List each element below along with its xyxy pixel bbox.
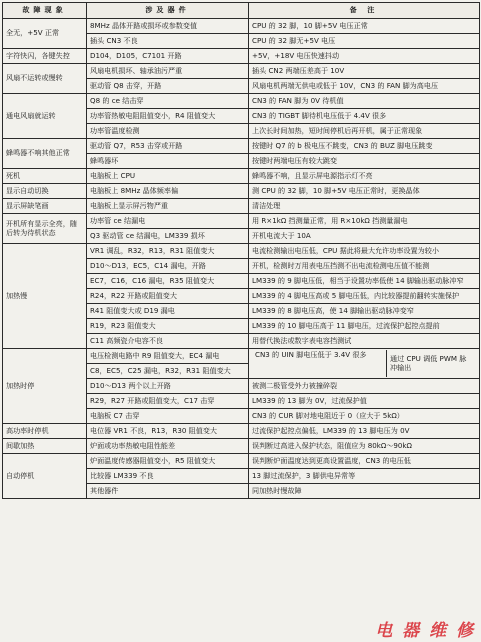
notes-cell: 同加热时慢故障 <box>249 484 480 499</box>
parts-cell: 电位器 VR1 不良，R13，R30 阻值变大 <box>87 424 249 439</box>
parts-cell: D104，D105，C7101 开路 <box>87 49 249 64</box>
parts-cell: D10～D13，EC5，C14 漏电，开路 <box>87 259 249 274</box>
parts-cell: C8，EC5，C25 漏电，R32，R31 阻值变大 <box>87 364 249 379</box>
header-notes: 备 注 <box>249 3 480 19</box>
notes-cell: LM339 的 13 脚为 0V，过流保护值 <box>249 394 480 409</box>
parts-cell: 8MHz 晶体开路或损坏或参数变值 <box>87 19 249 34</box>
symptom-cell: 高功率时停机 <box>3 424 87 439</box>
notes-cell: 13 脚过流保护，3 脚供电异常等 <box>249 469 480 484</box>
parts-cell: VR1 调乱，R32，R13，R31 阻值变大 <box>87 244 249 259</box>
notes-cell: 测 CPU 的 32 脚，10 脚+5V 电压正常时，更换晶体 <box>249 184 480 199</box>
table-row <box>3 169 480 184</box>
parts-cell: 其他器件 <box>87 484 249 499</box>
table-row <box>3 49 480 64</box>
parts-cell: 驱动管 Q8 击穿，开路 <box>87 79 249 94</box>
notes-cell: CN3 的 CUR 脚对地电阻近于 0（应大于 5kΩ） <box>249 409 480 424</box>
parts-cell: R29，R27 开路或阻值变大，C17 击穿 <box>87 394 249 409</box>
site-watermark: 电 器 维 修 <box>375 621 475 641</box>
notes-cell: 清洁处理 <box>249 199 480 214</box>
notes-cell: 被测二极管受外力被撞碎裂 <box>249 379 480 394</box>
split-note-right: 通过 CPU 调低 PWM 脉冲输出 <box>390 354 467 372</box>
table-row <box>3 184 480 199</box>
header-row <box>3 3 480 19</box>
table-row <box>3 94 480 109</box>
parts-cell: 电脑板上 CPU <box>87 169 249 184</box>
table-row <box>3 349 480 364</box>
notes-cell: 按键时 Q7 的 b 极电压不跳变，CN3 的 BUZ 脚电压跳变 <box>249 139 480 154</box>
notes-cell: CPU 的 32 脚，10 脚+5V 电压正常 <box>249 19 480 34</box>
split-note-left: CN3 的 UIN 脚电压低于 3.4V 很多 <box>252 350 387 377</box>
notes-cell: LM339 的 10 脚电压高于 11 脚电压，过流保护起控点提前 <box>249 319 480 334</box>
notes-cell: LM339 的 8 脚电压高，使 14 脚输出驱动脉冲变窄 <box>249 304 480 319</box>
notes-cell: 电流检测输出电压低，CPU 据此将最大允许功率设置为较小 <box>249 244 480 259</box>
table-row <box>3 139 480 154</box>
table-row <box>3 19 480 34</box>
parts-cell: 炉面温度传感器阻值变小，R5 阻值变大 <box>87 454 249 469</box>
header-symptom: 故障现象 <box>3 3 87 19</box>
notes-cell: 上次长时间加热，短时间停机后再开机，属于正常现象 <box>249 124 480 139</box>
symptom-cell: 全无，+5V 正常 <box>3 19 87 49</box>
symptom-cell: 蜂鸣器不响其他正常 <box>3 139 87 169</box>
notes-cell: CN3 的 FAN 脚为 0V 待机值 <box>249 94 480 109</box>
parts-cell: 电脑板上 8MHz 晶体频率偏 <box>87 184 249 199</box>
parts-cell: D10～D13 两个以上开路 <box>87 379 249 394</box>
parts-cell: 电脑板上显示屏污物严重 <box>87 199 249 214</box>
notes-cell: 用替代换法或数字表电容挡测试 <box>249 334 480 349</box>
notes-cell: CPU 的 32 脚无+5V 电压 <box>249 34 480 49</box>
parts-cell: Q8 的 ce 结击穿 <box>87 94 249 109</box>
symptom-cell: 开机所有显示全亮，随后转为待机状态 <box>3 214 87 244</box>
notes-cell: 用 R×1kΩ 挡测量正常，用 R×10kΩ 挡测量漏电 <box>249 214 480 229</box>
notes-cell: 误判断炉面温度达到更高设置温度，CN3 的电压低 <box>249 454 480 469</box>
notes-cell: 蜂鸣器不响，且显示屏电源指示灯不亮 <box>249 169 480 184</box>
parts-cell: 插头 CN3 不良 <box>87 34 249 49</box>
table-row <box>3 439 480 454</box>
parts-cell: 风扇电机损坏、轴承油污严重 <box>87 64 249 79</box>
symptom-cell: 间歇加热 <box>3 439 87 454</box>
symptom-cell: 显示屏缺笔画 <box>3 199 87 214</box>
symptom-cell: 加热慢 <box>3 244 87 349</box>
notes-cell: LM339 的 4 脚电压高或 5 脚电压低，内比较器提前翻转实施保护 <box>249 289 480 304</box>
table-row <box>3 64 480 79</box>
notes-cell: +5V，+18V 电压快速抖动 <box>249 49 480 64</box>
notes-cell: 开机电流大于 10A <box>249 229 480 244</box>
table-row <box>3 244 480 259</box>
parts-cell: Q3 驱动管 ce 结漏电，LM339 损坏 <box>87 229 249 244</box>
header-parts: 涉及器件 <box>87 3 249 19</box>
parts-cell: 炉面或功率热敏电阻性能差 <box>87 439 249 454</box>
table-row <box>3 424 480 439</box>
notes-cell: CN3 的 TIGBT 脚待机电压低于 4.4V 很多 <box>249 109 480 124</box>
notes-cell-split <box>249 349 480 379</box>
parts-cell: R41 阻值变大或 D19 漏电 <box>87 304 249 319</box>
table-row <box>3 454 480 469</box>
parts-cell: 蜂鸣器坏 <box>87 154 249 169</box>
symptom-cell: 加热时停 <box>3 349 87 424</box>
symptom-cell: 显示自动切换 <box>3 184 87 199</box>
parts-cell: R24，R22 开路或阻值变大 <box>87 289 249 304</box>
notes-cell: LM339 的 9 脚电压低，相当于设置功率低使 14 脚输出驱动脉冲窄 <box>249 274 480 289</box>
notes-cell: 过流保护起控点偏低，LM339 的 13 脚电压为 0V <box>249 424 480 439</box>
parts-cell: 功率管温度检测 <box>87 124 249 139</box>
table-row <box>3 199 480 214</box>
symptom-cell: 自动停机 <box>3 454 87 499</box>
parts-cell: 功率管热敏电阻阻值变小，R4 阻值变大 <box>87 109 249 124</box>
notes-cell: 误判断过高进入保护状态，阻值应为 80kΩ～90kΩ <box>249 439 480 454</box>
parts-cell: EC7，C16，C16 漏电，R35 阻值变大 <box>87 274 249 289</box>
parts-cell: 驱动管 Q7，R53 击穿或开路 <box>87 139 249 154</box>
symptom-cell: 风扇不运转或慢转 <box>3 64 87 94</box>
notes-cell: 风扇电机两端无供电或低于 10V，CN3 的 FAN 脚为高电压 <box>249 79 480 94</box>
parts-cell: R19，R23 阻值变大 <box>87 319 249 334</box>
parts-cell: 电脑板 C7 击穿 <box>87 409 249 424</box>
symptom-cell: 通电风扇就运转 <box>3 94 87 139</box>
parts-cell: 比较器 LM339 不良 <box>87 469 249 484</box>
notes-cell: 插头 CN2 两端压差高于 10V <box>249 64 480 79</box>
notes-cell: 开机，检测时万用表电压挡测不出电流检测电压值不能测 <box>249 259 480 274</box>
parts-cell: 功率管 ce 结漏电 <box>87 214 249 229</box>
notes-cell: 按键时两端电压有较大跳变 <box>249 154 480 169</box>
symptom-cell: 字符快闪，各键失控 <box>3 49 87 64</box>
table-row <box>3 214 480 229</box>
parts-cell: C11 高频瓷介电容不良 <box>87 334 249 349</box>
symptom-cell: 死机 <box>3 169 87 184</box>
parts-cell: 电压检测电路中 R9 阻值变大，EC4 漏电 <box>87 349 249 364</box>
fault-table <box>2 2 480 499</box>
